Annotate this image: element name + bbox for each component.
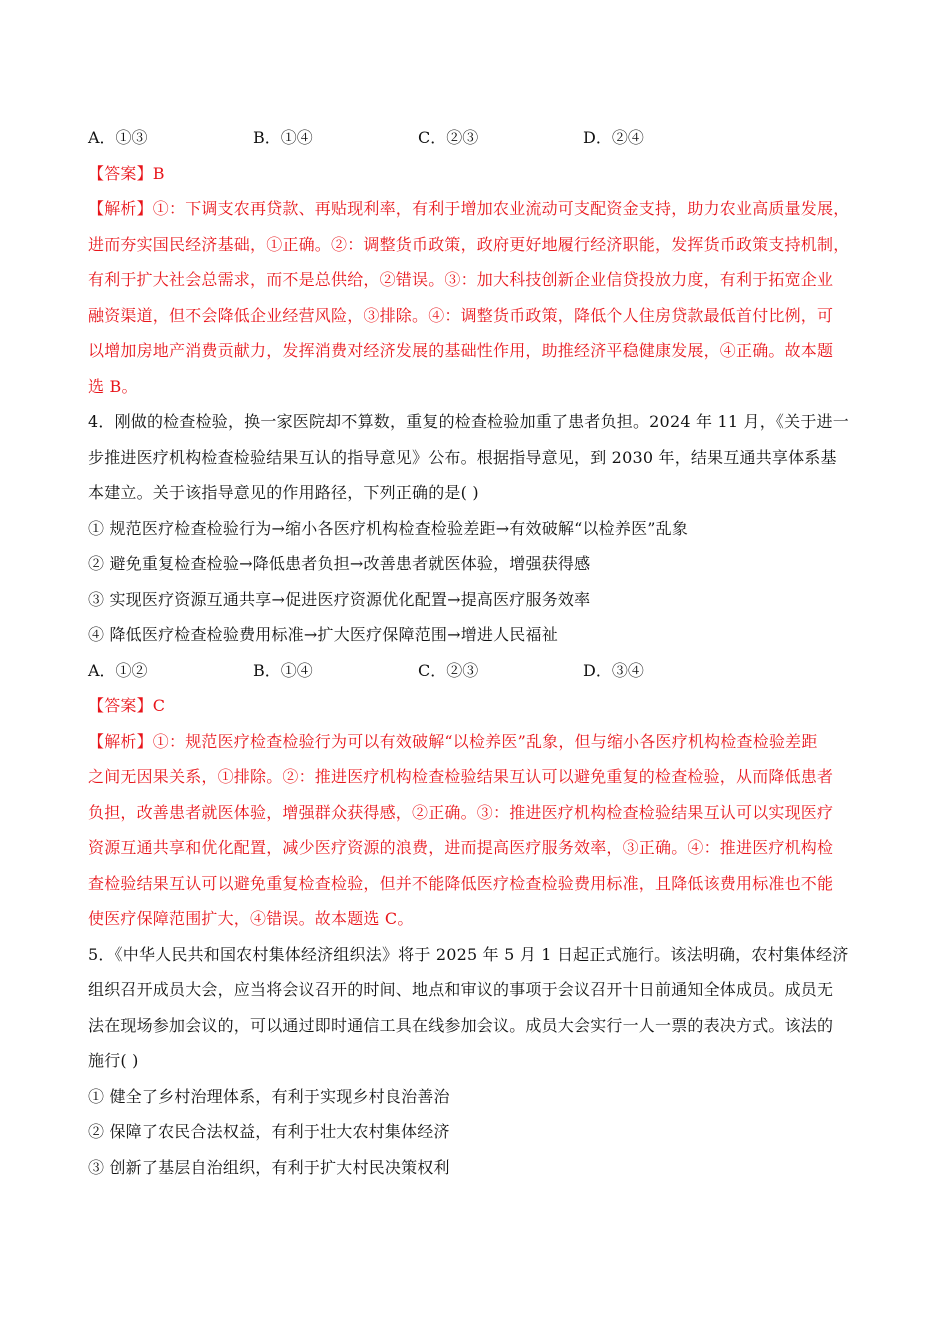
q4-option-a: A．①② <box>88 660 148 680</box>
q4-stem-line: 步推进医疗机构检查检验结果互认的指导意见》公布。根据指导意见，到 2030 年，结果互通共享体系基 <box>88 447 837 467</box>
q4-analysis-line: 之间无因果关系，①排除。②：推进医疗机构检查检验结果互认可以避免重复的检查检验，从而降低患者 <box>88 767 834 786</box>
q4-item: ③ 实现医疗资源互通共享→促进医疗资源优化配置→提高医疗服务效率 <box>88 589 591 609</box>
q4-option-d: D．③④ <box>583 660 644 680</box>
q5-stem <box>88 937 864 1079</box>
q4-stem-line: 本建立。关于该指导意见的作用路径，下列正确的是( ) <box>88 483 479 502</box>
q3-analysis-line: 融资渠道，但不会降低企业经营风险，③排除。④：调整货币政策，降低个人住房贷款最低首付比例，可 <box>88 305 834 325</box>
q4-analysis-line: 负担，改善患者就医体验，增强群众获得感，②正确。③：推进医疗机构检查检验结果互认可以实现医疗 <box>88 802 834 822</box>
q4-option-b: B．①④ <box>253 660 313 680</box>
q3-option-c: C．②③ <box>418 128 479 147</box>
q4-stem-line: 4．刚做的检查检验，换一家医院却不算数，重复的检查检验加重了患者负担。2024 年 11 月，《关于进一 <box>88 412 849 431</box>
q4-analysis <box>88 724 864 937</box>
q3-analysis-line: 有利于扩大社会总需求，而不是总供给，②错误。③：加大科技创新企业信贷投放力度，有利于拓宽企业 <box>88 270 834 289</box>
q3-option-a: A．①③ <box>88 128 148 147</box>
q4-option-c: C．②③ <box>418 660 479 680</box>
q4-items <box>88 511 864 653</box>
q4-analysis-line: 资源互通共享和优化配置，减少医疗资源的浪费，进而提高医疗服务效率，③正确。④：推进医疗机构检 <box>88 838 834 857</box>
q3-analysis-line: 选 B。 <box>88 376 138 396</box>
q5-stem-line: 5．《中华人民共和国农村集体经济组织法》将于 2025 年 5 月 1 日起正式施行。该法明确，农村集体经济 <box>88 944 849 964</box>
q4-answer: 【答案】C <box>88 696 166 715</box>
q4-item: ② 避免重复检查检验→降低患者负担→改善患者就医体验，增强获得感 <box>88 554 591 573</box>
q3-options <box>88 120 864 156</box>
q3-analysis-line: 【解析】①：下调支农再贷款、再贴现利率，有利于增加农业流动可支配资金支持，助力农业高质量发展， <box>88 199 850 218</box>
q5-stem-line: 施行( ) <box>88 1051 139 1070</box>
q5-stem-line: 法在现场参加会议的，可以通过即时通信工具在线参加会议。成员大会实行一人一票的表决方式。该法的 <box>88 1015 834 1035</box>
q4-item: ④ 降低医疗检查检验费用标准→扩大医疗保障范围→增进人民福祉 <box>88 625 558 644</box>
q4-analysis-line: 查检验结果互认可以避免重复检查检验，但并不能降低医疗检查检验费用标准，且降低该费用标准也不能 <box>88 873 834 893</box>
q5-stem-line: 组织召开成员大会，应当将会议召开的时间、地点和审议的事项于会议召开十日前通知全体成员。成员无 <box>88 980 834 999</box>
q3-analysis <box>88 191 864 404</box>
q3-analysis-line: 进而夯实国民经济基础，①正确。②：调整货币政策，政府更好地履行经济职能，发挥货币政策支持机制， <box>88 234 850 254</box>
q4-analysis-line: 【解析】①：规范医疗检查检验行为可以有效破解“以检养医”乱象，但与缩小各医疗机构检查检验差距 <box>88 731 818 751</box>
q3-answer: 【答案】B <box>88 163 165 183</box>
q4-stem <box>88 404 864 511</box>
q4-item: ① 规范医疗检查检验行为→缩小各医疗机构检查检验差距→有效破解“以检养医”乱象 <box>88 518 689 538</box>
q5-item: ① 健全了乡村治理体系，有利于实现乡村良治善治 <box>88 1086 450 1106</box>
q4-analysis-line: 使医疗保障范围扩大，④错误。故本题选 C。 <box>88 909 414 928</box>
q5-item: ② 保障了农民合法权益，有利于壮大农村集体经济 <box>88 1122 450 1141</box>
q5-item: ③ 创新了基层自治组织，有利于扩大村民决策权利 <box>88 1157 450 1177</box>
q4-options <box>88 653 864 689</box>
q3-option-b: B．①④ <box>253 128 313 147</box>
q3-option-d: D．②④ <box>583 128 644 147</box>
q3-analysis-line: 以增加房地产消费贡献力，发挥消费对经济发展的基础性作用，助推经济平稳健康发展，④正确。故本题 <box>88 341 834 360</box>
q5-items <box>88 1079 864 1186</box>
document-page <box>88 120 864 1185</box>
